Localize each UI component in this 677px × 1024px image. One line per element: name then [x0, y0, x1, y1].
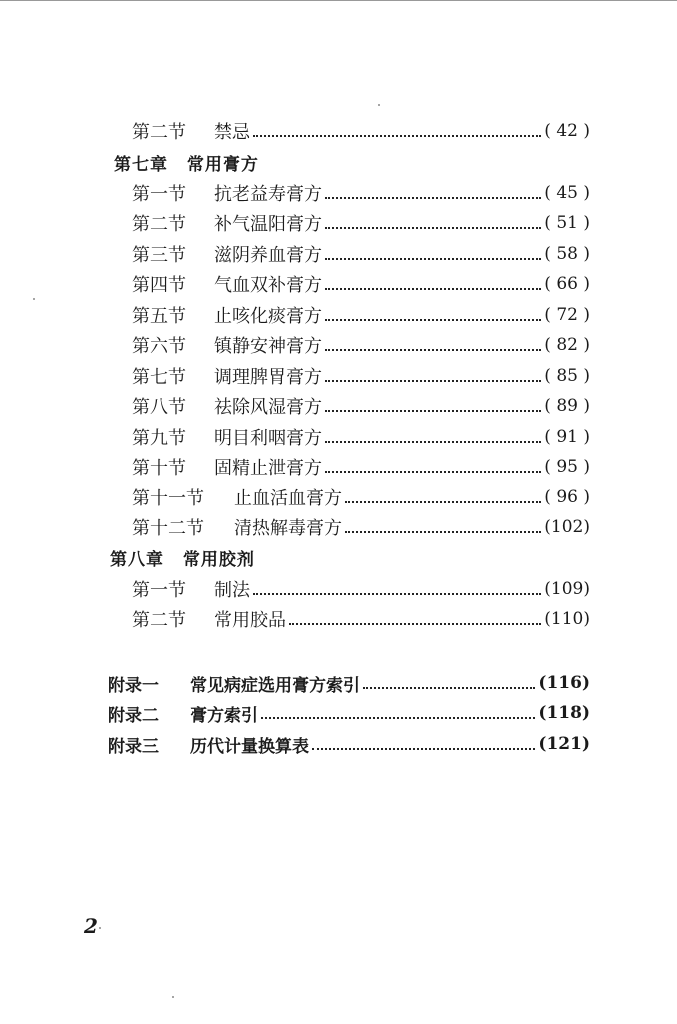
section-title: 固精止泄膏方: [214, 458, 322, 479]
section-number: 第四节: [132, 275, 186, 296]
section-title: 镇静安神膏方: [214, 336, 322, 357]
toc-entry-section[interactable]: [132, 482, 590, 512]
section-title: 气血双补膏方: [214, 275, 322, 296]
section-title: 止血活血膏方: [234, 488, 342, 509]
section-number: 第七节: [132, 367, 186, 388]
chapter-title: 常用胶剂: [182, 550, 255, 570]
page-reference: ( 42 ): [544, 121, 590, 141]
section-title: 禁忌: [214, 122, 250, 143]
section-title: 抗老益寿膏方: [214, 184, 322, 205]
toc-entry-section[interactable]: [132, 512, 590, 542]
page-reference: (118): [538, 703, 590, 723]
section-title: 滋阴养血膏方: [214, 245, 322, 266]
section-number: 第六节: [132, 336, 186, 357]
toc-entry-section[interactable]: [132, 269, 590, 299]
page-reference: (116): [538, 673, 590, 693]
toc-entry-section[interactable]: [132, 300, 590, 330]
toc-entry-section[interactable]: [132, 178, 590, 208]
page-reference: ( 85 ): [544, 366, 590, 386]
section-number: 第一节: [132, 580, 186, 601]
dot-leader: [325, 197, 541, 199]
section-number: 第十一节: [132, 488, 204, 509]
page-reference: ( 95 ): [544, 457, 590, 477]
page-reference: ( 45 ): [544, 183, 590, 203]
dot-leader: [363, 687, 535, 689]
dot-leader: [325, 319, 541, 321]
toc-entry-section[interactable]: [132, 330, 590, 360]
page-reference: (102): [544, 517, 590, 537]
page-reference: ( 51 ): [544, 213, 590, 233]
toc-entry-section[interactable]: [132, 239, 590, 269]
dot-leader: [312, 748, 535, 750]
page-reference: ( 91 ): [544, 427, 590, 447]
page-reference: ( 82 ): [544, 335, 590, 355]
scan-speck: [172, 996, 174, 998]
section-title: 清热解毒膏方: [234, 518, 342, 539]
appendix-title: 常见病症选用膏方索引: [190, 675, 360, 696]
section-number: 第十二节: [132, 518, 204, 539]
chapter-number: 第八章: [110, 550, 164, 570]
dot-leader: [325, 471, 541, 473]
toc-entry-section[interactable]: [132, 361, 590, 391]
page-reference: ( 96 ): [544, 487, 590, 507]
section-title: 明目利咽膏方: [214, 428, 322, 449]
toc-entry-section[interactable]: [132, 604, 590, 634]
toc-entry-section[interactable]: [132, 391, 590, 421]
dot-leader: [325, 258, 541, 260]
page-number: 2: [84, 914, 98, 938]
section-number: 第二节: [132, 610, 186, 631]
toc-entry-section[interactable]: [132, 116, 590, 146]
appendix-number: 附录二: [108, 705, 159, 726]
page-reference: ( 72 ): [544, 305, 590, 325]
section-number: 第二节: [132, 214, 186, 235]
dot-leader: [325, 227, 541, 229]
appendix-number: 附录一: [108, 675, 159, 696]
section-title: 祛除风湿膏方: [214, 397, 322, 418]
dot-leader: [345, 501, 541, 503]
toc-entry-section[interactable]: [132, 574, 590, 604]
page-reference: ( 89 ): [544, 396, 590, 416]
toc-entry-section[interactable]: [132, 208, 590, 238]
chapter-title: 常用膏方: [186, 155, 259, 175]
section-title: 制法: [214, 580, 250, 601]
section-number: 第八节: [132, 397, 186, 418]
dot-leader: [325, 441, 541, 443]
section-number: 第十节: [132, 458, 186, 479]
toc-entry-appendix[interactable]: [108, 729, 590, 759]
chapter-number: 第七章: [114, 155, 168, 175]
section-number: 第九节: [132, 428, 186, 449]
top-border-rule: [0, 0, 677, 1]
section-title: 止咳化痰膏方: [214, 306, 322, 327]
dot-leader: [325, 349, 541, 351]
dot-leader: [253, 593, 541, 595]
section-number: 第三节: [132, 245, 186, 266]
scan-speck: [33, 298, 35, 300]
page-reference: (121): [538, 734, 590, 754]
dot-leader: [325, 410, 541, 412]
scan-speck: [99, 927, 101, 929]
scan-speck: [378, 104, 380, 106]
appendix-number: 附录三: [108, 736, 159, 757]
section-title: 补气温阳膏方: [214, 214, 322, 235]
page-reference: (109): [544, 579, 590, 599]
toc-entry-chapter[interactable]: [114, 150, 259, 175]
appendix-title: 历代计量换算表: [190, 736, 309, 757]
dot-leader: [261, 717, 535, 719]
section-number: 第五节: [132, 306, 186, 327]
toc-entry-appendix[interactable]: [108, 698, 590, 728]
appendix-title: 膏方索引: [190, 705, 258, 726]
dot-leader: [289, 623, 541, 625]
dot-leader: [253, 135, 541, 137]
toc-entry-section[interactable]: [132, 452, 590, 482]
section-title: 调理脾胃膏方: [214, 367, 322, 388]
page-reference: (110): [544, 609, 590, 629]
section-number: 第二节: [132, 122, 186, 143]
section-number: 第一节: [132, 184, 186, 205]
page-reference: ( 66 ): [544, 274, 590, 294]
page-reference: ( 58 ): [544, 244, 590, 264]
dot-leader: [325, 288, 541, 290]
dot-leader: [325, 380, 541, 382]
section-title: 常用胶品: [214, 610, 286, 631]
toc-entry-chapter[interactable]: [110, 545, 255, 570]
dot-leader: [345, 531, 541, 533]
toc-entry-appendix[interactable]: [108, 668, 590, 698]
toc-entry-section[interactable]: [132, 422, 590, 452]
